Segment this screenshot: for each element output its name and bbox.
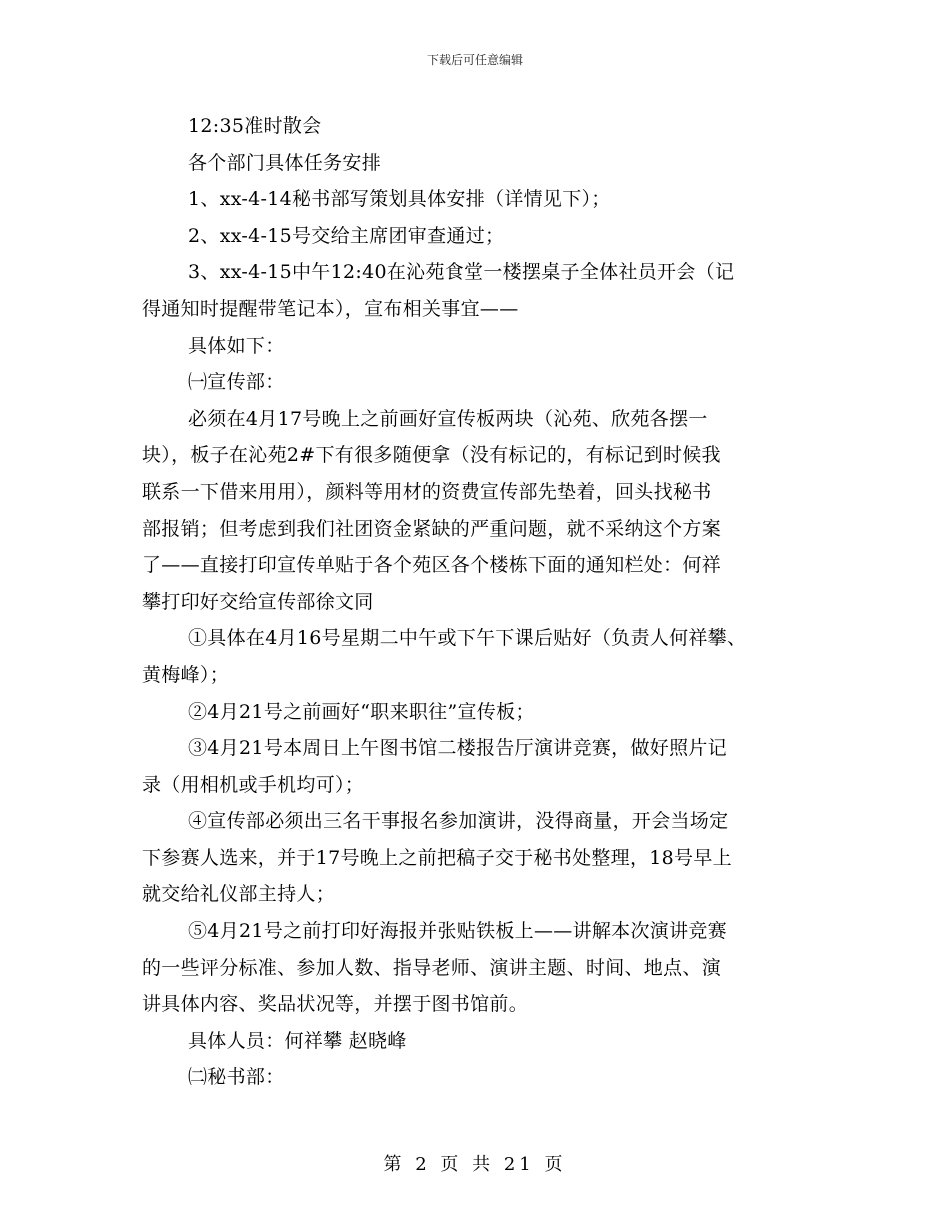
text-line: 必须在4月17号晚上之前画好宣传板两块（沁苑、欣苑各摆一 (188, 407, 708, 430)
text-line: ②4月21号之前画好“职来职往”宣传板； (188, 700, 535, 723)
text-line: 各个部门具体任务安排 (188, 151, 382, 174)
page-header: 下载后可任意编辑 (426, 53, 523, 67)
text-line: 下参赛人选来，并于17号晚上之前把稿子交于秘书处整理，18号早上 (142, 846, 732, 869)
text-line: ③4月21号本周日上午图书馆二楼报告厅演讲竞赛，做好照片记 (188, 737, 727, 760)
text-line: 讲具体内容、奖品状况等，并摆于图书馆前。 (142, 993, 529, 1016)
text-line: 录（用相机或手机均可）； (142, 773, 365, 796)
text-line: 黄梅峰）； (142, 663, 230, 686)
text-line: 攀打印好交给宣传部徐文同 (142, 590, 374, 613)
text-line: ㈡秘书部： (188, 1066, 285, 1089)
page-footer: 第 2 页 共 21 页 (383, 1154, 567, 1175)
text-line: 1、xx-4-14秘书部写策划具体安排（详情见下）； (188, 188, 611, 211)
text-line: 2、xx-4-15号交给主席团审查通过； (188, 224, 505, 247)
text-line: 得通知时提醒带笔记本），宣布相关事宜—— (142, 297, 519, 320)
text-line: 具体如下： (188, 334, 285, 357)
text-line: ①具体在4月16号星期二中午或下午下课后贴好（负责人何祥攀、 (188, 627, 747, 650)
text-line: 12:35准时散会 (188, 115, 322, 137)
text-line: 具体人员：何祥攀 赵晓峰 (188, 1029, 407, 1052)
text-line: ⑤4月21号之前打印好海报并张贴铁板上——讲解本次演讲竞赛 (188, 920, 727, 943)
text-line: 就交给礼仪部主持人； (142, 883, 336, 906)
text-line: 联系一下借来用用），颜料等用材的资费宣传部先垫着，回头找秘书 (142, 480, 712, 503)
text-line: ㈠宣传部： (188, 371, 285, 394)
text-line: 了——直接打印宣传单贴于各个苑区各个楼栋下面的通知栏处：何祥 (142, 554, 722, 577)
text-line: ④宣传部必须出三名干事报名参加演讲，没得商量，开会当场定 (188, 810, 729, 833)
document-body (142, 108, 810, 1096)
text-line: 块），板子在沁苑2#下有很多随便拿（没有标记的，有标记到时候我 (142, 444, 721, 467)
text-line: 的一些评分标准、参加人数、指导老师、演讲主题、时间、地点、演 (142, 956, 722, 979)
text-line: 部报销；但考虑到我们社团资金紧缺的严重问题，就不采纳这个方案 (142, 517, 722, 540)
text-line: 3、xx-4-15中午12:40在沁苑食堂一楼摆桌子全体社员开会（记 (188, 261, 735, 284)
